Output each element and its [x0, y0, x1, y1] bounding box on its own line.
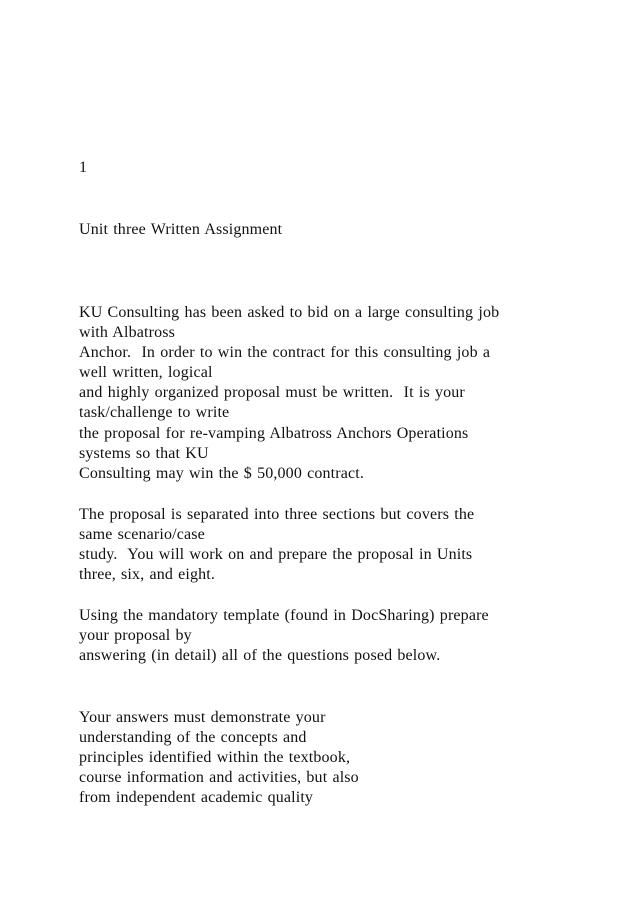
paragraph-line: well written, logical	[79, 364, 213, 381]
paragraph-line: Using the mandatory template (found in DocSharing) prepare	[79, 607, 489, 624]
paragraph-line: study. You will work on and prepare the proposal in Units	[79, 546, 473, 563]
paragraph-line: from independent academic quality	[79, 789, 314, 806]
paragraph-line: answering (in detail) all of the questions posed below.	[79, 647, 441, 664]
paragraph-line: The proposal is separated into three sections but covers the	[79, 506, 475, 523]
paragraph-line: same scenario/case	[79, 526, 205, 543]
paragraph-line: principles identified within the textbook,	[79, 749, 351, 766]
paragraph-line: your proposal by	[79, 627, 192, 644]
paragraph-line: with Albatross	[79, 324, 175, 341]
assignment-title: Unit three Written Assignment	[79, 221, 283, 238]
paragraph-line: systems so that KU	[79, 445, 209, 462]
paragraph-line: and highly organized proposal must be written. It is your	[79, 384, 465, 401]
page-number: 1	[79, 159, 88, 176]
paragraph-line: Consulting may win the $ 50,000 contract.	[79, 465, 365, 482]
paragraph-line: three, six, and eight.	[79, 566, 216, 583]
paragraph-line: task/challenge to write	[79, 404, 230, 421]
paragraph-line: course information and activities, but also	[79, 769, 359, 786]
paragraph-line: KU Consulting has been asked to bid on a large consulting job	[79, 304, 500, 321]
paragraph-line: understanding of the concepts and	[79, 729, 307, 746]
paragraph-line: Your answers must demonstrate your	[79, 709, 326, 726]
paragraph-line: the proposal for re-vamping Albatross Anchors Operations	[79, 425, 469, 442]
paragraph-line: Anchor. In order to win the contract for this consulting job a	[79, 344, 491, 361]
